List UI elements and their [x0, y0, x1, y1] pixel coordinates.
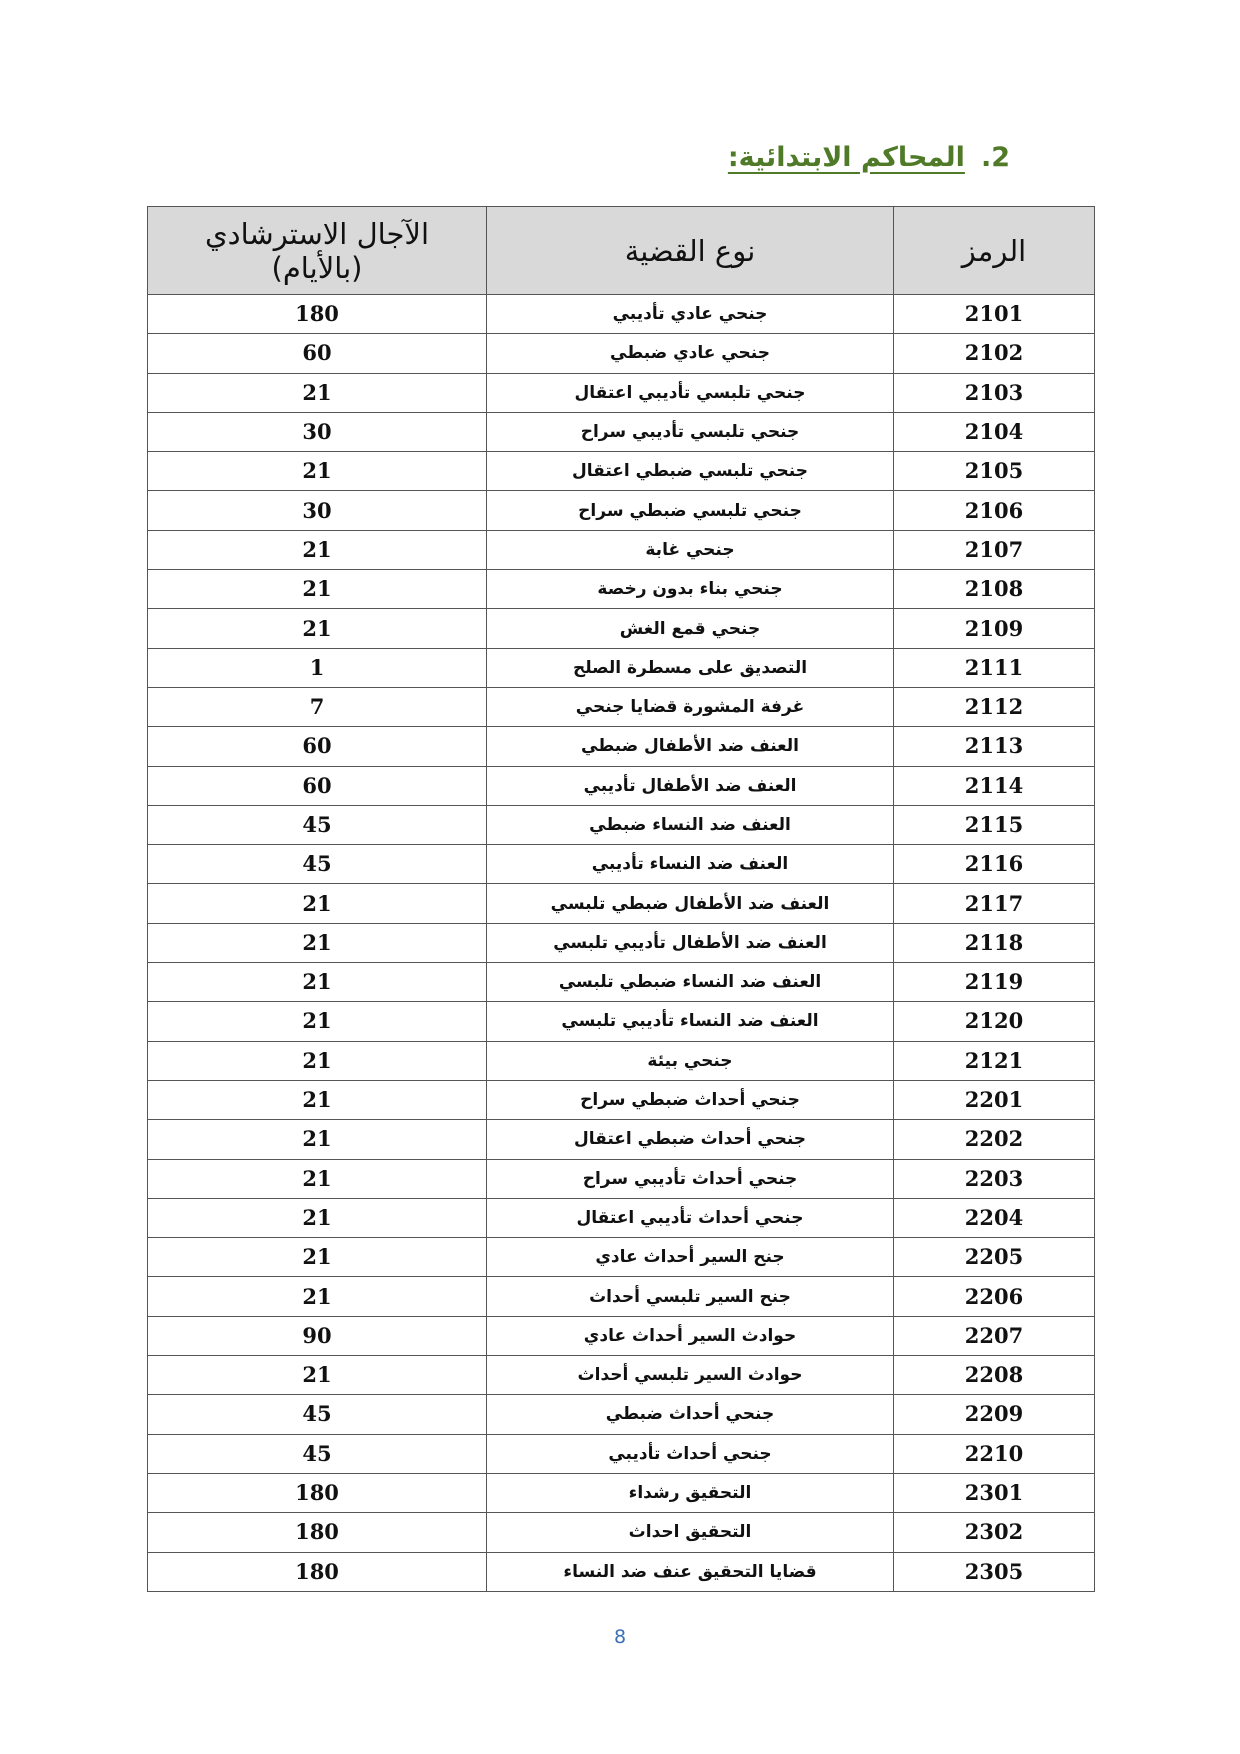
- cell-case-type: جنحي غابة: [487, 530, 894, 569]
- cell-code: 2209: [894, 1395, 1095, 1434]
- cell-case-type: التحقيق احداث: [487, 1513, 894, 1552]
- cell-code: 2114: [894, 766, 1095, 805]
- cell-guideline-days: 21: [148, 1120, 487, 1159]
- cell-guideline-days: 21: [148, 1238, 487, 1277]
- table-header-row: [148, 207, 1095, 295]
- cell-guideline-days: 21: [148, 923, 487, 962]
- cell-guideline-days: 90: [148, 1316, 487, 1355]
- table-row: [148, 1277, 1095, 1316]
- cell-case-type: جنحي أحداث تأديبي اعتقال: [487, 1198, 894, 1237]
- table-row: [148, 1041, 1095, 1080]
- cell-case-type: جنحي أحداث ضبطي اعتقال: [487, 1120, 894, 1159]
- cell-code: 2111: [894, 648, 1095, 687]
- cell-guideline-days: 45: [148, 1434, 487, 1473]
- header-days-line1: الآجال الاسترشادي: [204, 216, 430, 251]
- cell-case-type: العنف ضد الأطفال ضبطي تلبسي: [487, 884, 894, 923]
- cell-guideline-days: 21: [148, 1041, 487, 1080]
- cell-case-type: غرفة المشورة قضايا جنحي: [487, 687, 894, 726]
- cell-code: 2115: [894, 805, 1095, 844]
- cell-code: 2106: [894, 491, 1095, 530]
- cell-code: 2205: [894, 1238, 1095, 1277]
- cell-code: 2121: [894, 1041, 1095, 1080]
- cell-case-type: جنحي عادي تأديبي: [487, 295, 894, 334]
- cell-code: 2301: [894, 1473, 1095, 1512]
- cell-code: 2109: [894, 609, 1095, 648]
- table-row: [148, 609, 1095, 648]
- table-row: [148, 570, 1095, 609]
- case-codes-table: [147, 206, 1095, 1592]
- table-row: [148, 1159, 1095, 1198]
- cell-case-type: التحقيق رشداء: [487, 1473, 894, 1512]
- cell-code: 2113: [894, 727, 1095, 766]
- cell-code: 2206: [894, 1277, 1095, 1316]
- cell-guideline-days: 60: [148, 334, 487, 373]
- table-row: [148, 491, 1095, 530]
- header-days-line2: (بالأيام): [271, 250, 363, 285]
- cell-case-type: العنف ضد الأطفال تأديبي تلبسي: [487, 923, 894, 962]
- cell-code: 2201: [894, 1080, 1095, 1119]
- header-guideline-days: [148, 207, 487, 295]
- cell-guideline-days: 180: [148, 1473, 487, 1512]
- cell-case-type: جنحي أحداث ضبطي: [487, 1395, 894, 1434]
- table-row: [148, 1080, 1095, 1119]
- cell-code: 2203: [894, 1159, 1095, 1198]
- cell-code: 2120: [894, 1002, 1095, 1041]
- cell-guideline-days: 21: [148, 452, 487, 491]
- table-row: [148, 295, 1095, 334]
- section-title: المحاكم الابتدائية:: [727, 142, 965, 173]
- cell-case-type: جنحي تلبسي ضبطي اعتقال: [487, 452, 894, 491]
- table-row: [148, 1395, 1095, 1434]
- cell-code: 2118: [894, 923, 1095, 962]
- page-number: 8: [613, 1626, 627, 1648]
- table-row: [148, 963, 1095, 1002]
- cell-code: 2119: [894, 963, 1095, 1002]
- table-row: [148, 1002, 1095, 1041]
- cell-code: 2103: [894, 373, 1095, 412]
- cell-case-type: العنف ضد النساء ضبطي تلبسي: [487, 963, 894, 1002]
- cell-guideline-days: 45: [148, 845, 487, 884]
- cell-guideline-days: 21: [148, 1159, 487, 1198]
- cell-guideline-days: 60: [148, 727, 487, 766]
- cell-code: 2104: [894, 412, 1095, 451]
- cell-case-type: جنح السير تلبسي أحداث: [487, 1277, 894, 1316]
- table-row: [148, 923, 1095, 962]
- table-row: [148, 884, 1095, 923]
- cell-guideline-days: 21: [148, 1277, 487, 1316]
- cell-guideline-days: 180: [148, 295, 487, 334]
- cell-case-type: التصديق على مسطرة الصلح: [487, 648, 894, 687]
- table-row: [148, 648, 1095, 687]
- cell-case-type: حوادث السير أحداث عادي: [487, 1316, 894, 1355]
- cell-case-type: جنحي بناء بدون رخصة: [487, 570, 894, 609]
- cell-code: 2305: [894, 1552, 1095, 1591]
- cell-code: 2117: [894, 884, 1095, 923]
- table-row: [148, 1356, 1095, 1395]
- table-row: [148, 1473, 1095, 1512]
- cell-case-type: جنح السير أحداث عادي: [487, 1238, 894, 1277]
- cell-code: 2202: [894, 1120, 1095, 1159]
- cell-case-type: جنحي تلبسي تأديبي سراح: [487, 412, 894, 451]
- header-code: الرمز: [894, 207, 1095, 295]
- cell-case-type: جنحي أحداث تأديبي سراح: [487, 1159, 894, 1198]
- table-row: [148, 452, 1095, 491]
- cell-case-type: قضايا التحقيق عنف ضد النساء: [487, 1552, 894, 1591]
- table-row: [148, 727, 1095, 766]
- cell-code: 2210: [894, 1434, 1095, 1473]
- table-row: [148, 373, 1095, 412]
- cell-guideline-days: 21: [148, 570, 487, 609]
- table-row: [148, 1513, 1095, 1552]
- cell-code: 2208: [894, 1356, 1095, 1395]
- table-row: [148, 530, 1095, 569]
- table-row: [148, 1434, 1095, 1473]
- cell-guideline-days: 21: [148, 1002, 487, 1041]
- section-heading: [728, 138, 1010, 178]
- table-row: [148, 412, 1095, 451]
- table-row: [148, 1316, 1095, 1355]
- cell-code: 2108: [894, 570, 1095, 609]
- cell-guideline-days: 60: [148, 766, 487, 805]
- cell-guideline-days: 1: [148, 648, 487, 687]
- cell-case-type: العنف ضد الأطفال تأديبي: [487, 766, 894, 805]
- cell-case-type: جنحي تلبسي ضبطي سراح: [487, 491, 894, 530]
- cell-guideline-days: 21: [148, 1080, 487, 1119]
- section-number: 2.: [980, 142, 1010, 173]
- cell-case-type: جنحي بيئة: [487, 1041, 894, 1080]
- table-row: [148, 805, 1095, 844]
- cell-case-type: جنحي أحداث ضبطي سراح: [487, 1080, 894, 1119]
- table-row: [148, 845, 1095, 884]
- cell-case-type: العنف ضد النساء تأديبي: [487, 845, 894, 884]
- header-case-type: نوع القضية: [487, 207, 894, 295]
- cell-guideline-days: 45: [148, 1395, 487, 1434]
- cell-case-type: حوادث السير تلبسي أحداث: [487, 1356, 894, 1395]
- cell-case-type: جنحي تلبسي تأديبي اعتقال: [487, 373, 894, 412]
- cell-guideline-days: 21: [148, 1198, 487, 1237]
- table-row: [148, 1198, 1095, 1237]
- cell-guideline-days: 45: [148, 805, 487, 844]
- cell-code: 2302: [894, 1513, 1095, 1552]
- table-row: [148, 687, 1095, 726]
- cell-guideline-days: 7: [148, 687, 487, 726]
- cell-case-type: العنف ضد الأطفال ضبطي: [487, 727, 894, 766]
- cell-guideline-days: 30: [148, 491, 487, 530]
- cell-guideline-days: 180: [148, 1513, 487, 1552]
- cell-guideline-days: 21: [148, 609, 487, 648]
- cell-case-type: جنحي قمع الغش: [487, 609, 894, 648]
- table-row: [148, 766, 1095, 805]
- cell-code: 2107: [894, 530, 1095, 569]
- cell-code: 2105: [894, 452, 1095, 491]
- cell-case-type: جنحي عادي ضبطي: [487, 334, 894, 373]
- cell-code: 2116: [894, 845, 1095, 884]
- cell-code: 2112: [894, 687, 1095, 726]
- cell-guideline-days: 21: [148, 884, 487, 923]
- table-row: [148, 1120, 1095, 1159]
- cell-case-type: العنف ضد النساء ضبطي: [487, 805, 894, 844]
- table-body: [148, 295, 1095, 1592]
- cell-guideline-days: 21: [148, 963, 487, 1002]
- cell-case-type: العنف ضد النساء تأديبي تلبسي: [487, 1002, 894, 1041]
- cell-guideline-days: 21: [148, 530, 487, 569]
- cell-guideline-days: 21: [148, 1356, 487, 1395]
- cell-code: 2101: [894, 295, 1095, 334]
- cell-code: 2204: [894, 1198, 1095, 1237]
- cell-guideline-days: 30: [148, 412, 487, 451]
- table-row: [148, 1238, 1095, 1277]
- table-row: [148, 334, 1095, 373]
- table-row: [148, 1552, 1095, 1591]
- cell-case-type: جنحي أحداث تأديبي: [487, 1434, 894, 1473]
- cell-guideline-days: 21: [148, 373, 487, 412]
- cell-code: 2102: [894, 334, 1095, 373]
- cell-guideline-days: 180: [148, 1552, 487, 1591]
- cell-code: 2207: [894, 1316, 1095, 1355]
